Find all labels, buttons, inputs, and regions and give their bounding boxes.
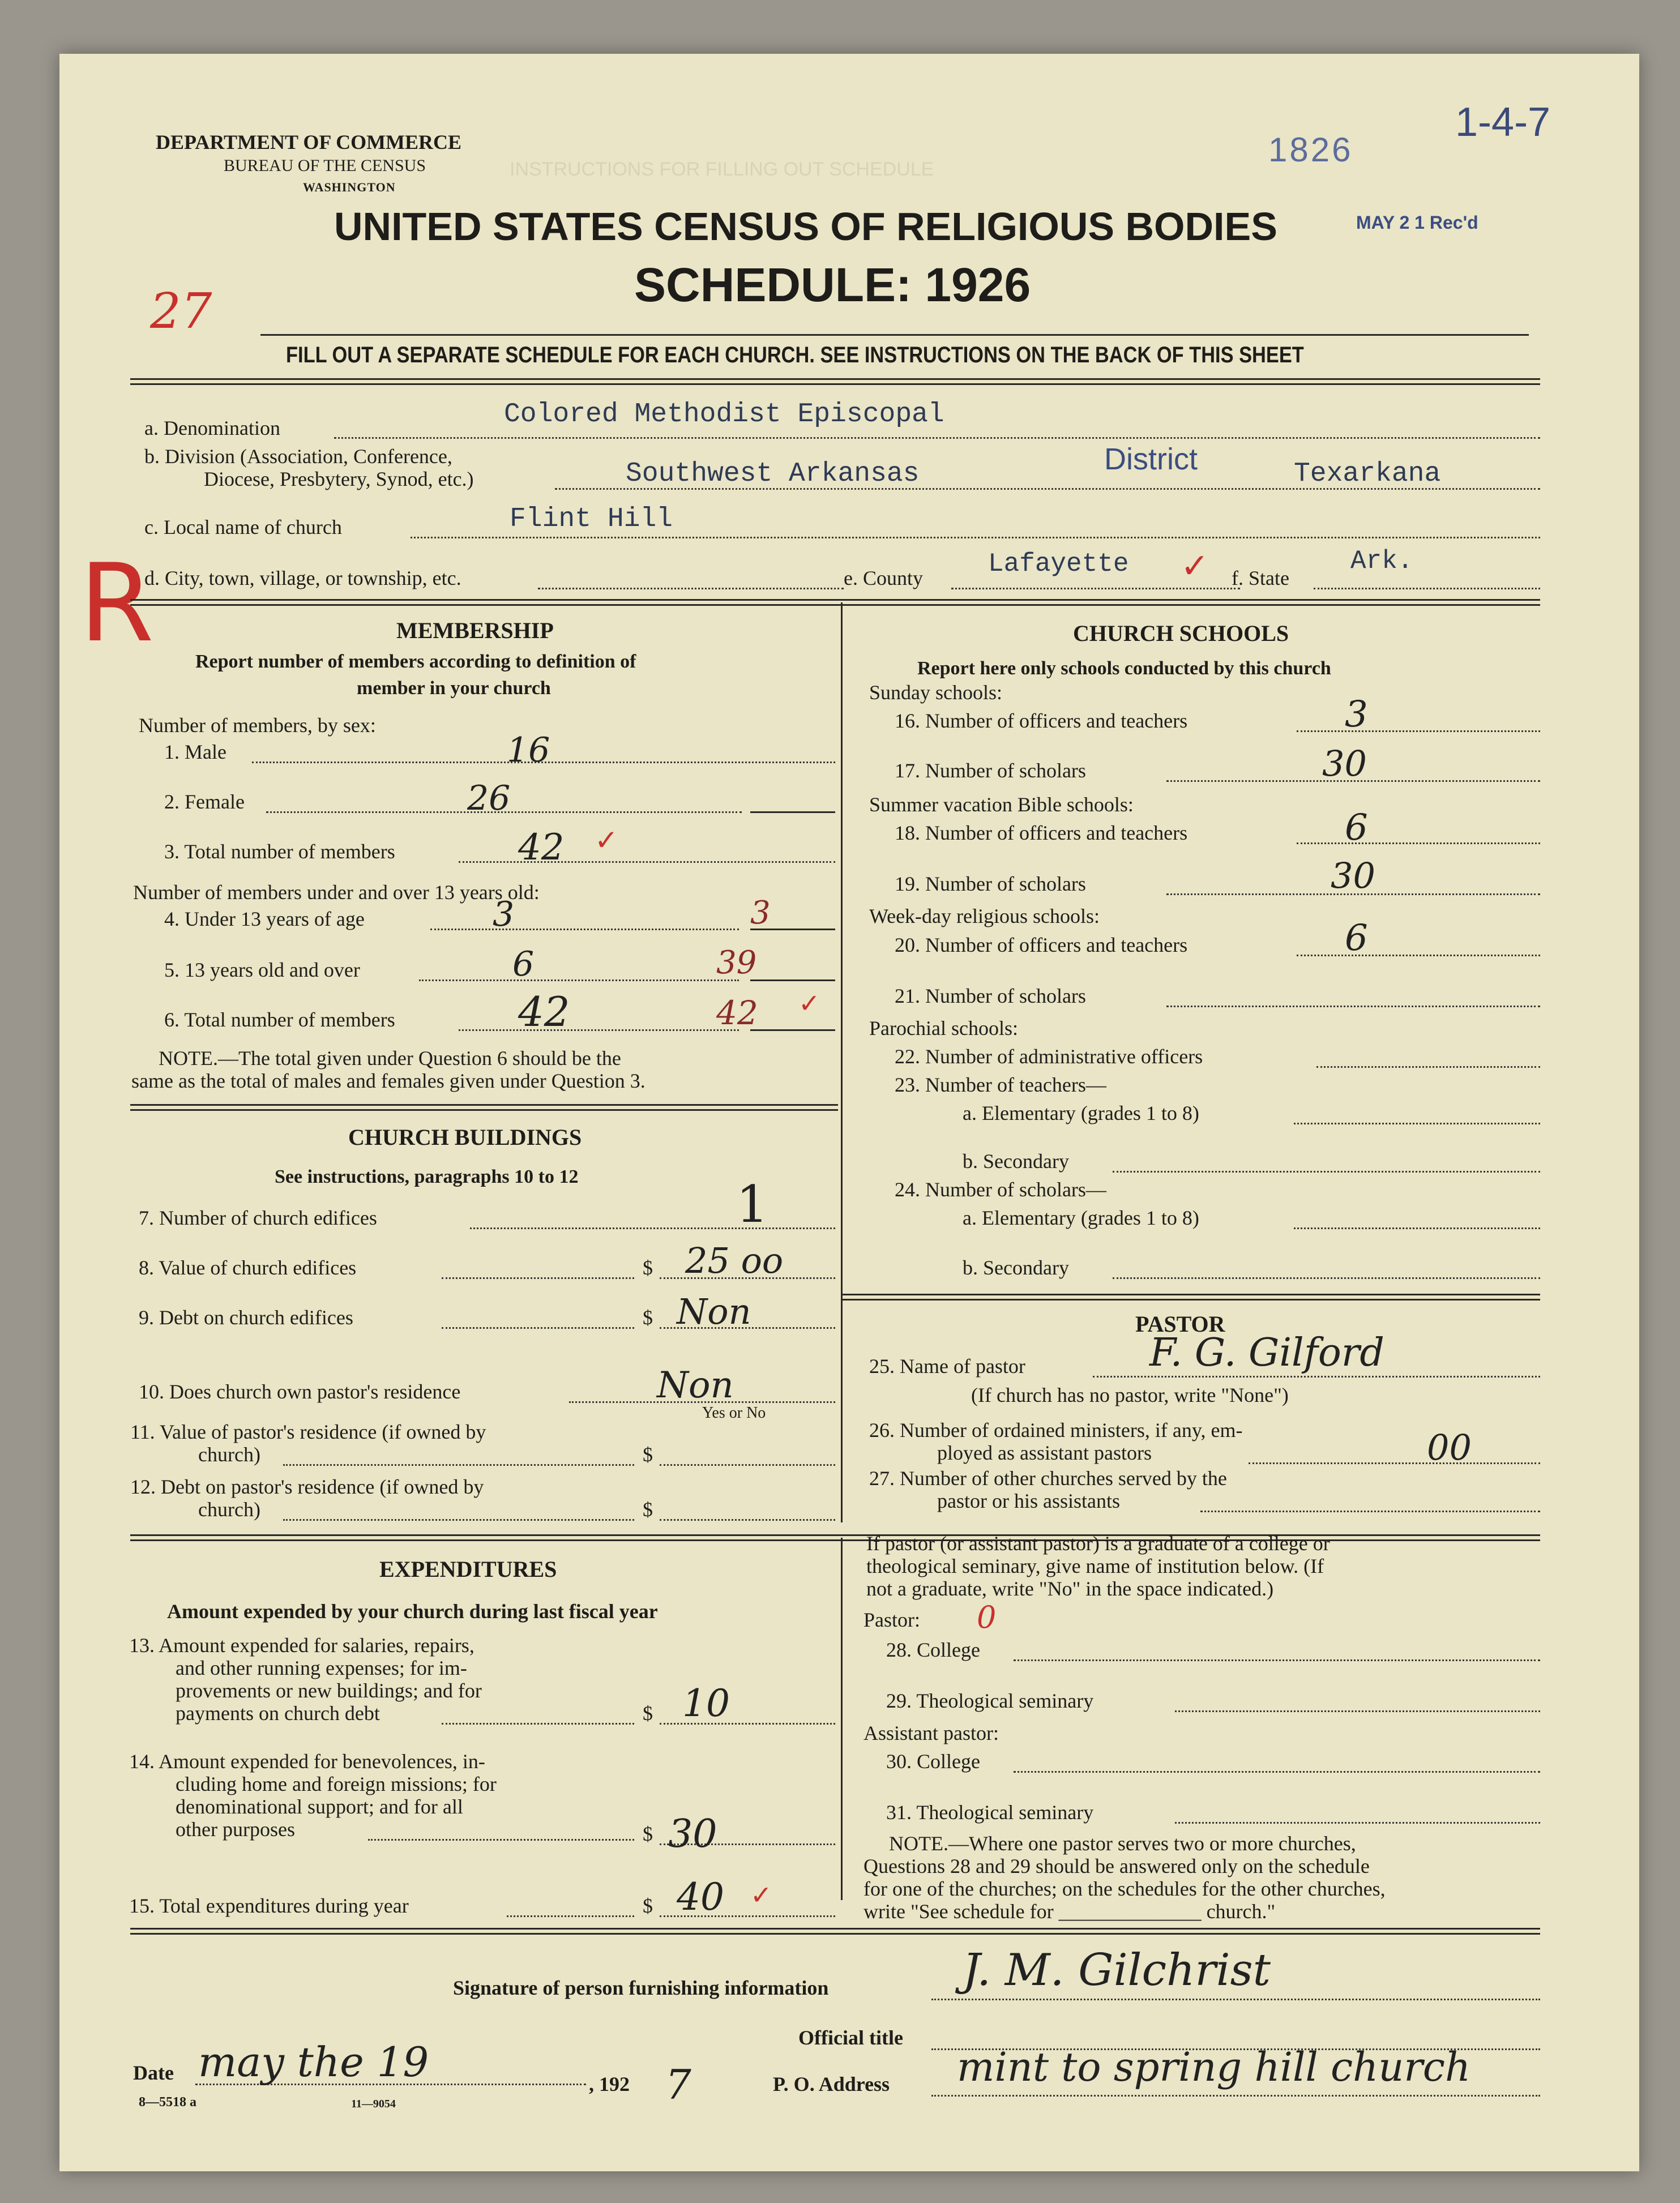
dollar-sign-q8: $ (643, 1256, 653, 1279)
field-q8-value[interactable]: 25 oo (685, 1240, 784, 1281)
label-q31: 31. Theological seminary (886, 1801, 1094, 1824)
label-q27-2: pastor or his assistants (937, 1490, 1120, 1512)
membership-note-2: same as the total of males and females given under Question 3. (131, 1070, 646, 1092)
field-q5-13over[interactable]: 6 (512, 944, 535, 984)
field-po-address[interactable]: mint to spring hill church (957, 2044, 1471, 2090)
field-q17[interactable]: 30 (1322, 743, 1367, 784)
pastor-note-3: for one of the churches; on the schedules for the other churches, (863, 1877, 1386, 1900)
schools-heading: CHURCH SCHOOLS (1073, 621, 1289, 646)
label-q24: 24. Number of scholars— (895, 1178, 1106, 1201)
instruction-banner: FILL OUT A SEPARATE SCHEDULE FOR EACH CHURCH. SEE INSTRUCTIONS ON THE BACK OF THIS SHEET (286, 343, 1304, 367)
field-q6-total-corrected[interactable]: 42 (716, 994, 758, 1032)
label-q14-3: denominational support; and for all (176, 1795, 463, 1818)
year-prefix: , 192 (589, 2073, 630, 2095)
label-city: d. City, town, village, or township, etc. (144, 567, 461, 589)
census-schedule-sheet (59, 54, 1639, 2171)
field-q6-total[interactable]: 42 (518, 988, 570, 1036)
label-q23: 23. Number of teachers— (895, 1073, 1106, 1096)
field-signature[interactable]: J. M. Gilchrist (963, 1945, 1271, 1996)
field-q16[interactable]: 3 (1345, 694, 1368, 735)
label-assistant-pastor: Assistant pastor: (863, 1722, 999, 1744)
grad-instruction-3: not a graduate, write "No" in the space indicated.) (866, 1577, 1274, 1600)
signature-label: Signature of person furnishing information (453, 1977, 829, 1999)
label-division-1: b. Division (Association, Conference, (144, 445, 452, 468)
schedule-year-title: SCHEDULE: 1926 (634, 258, 1031, 311)
label-q6-total: 6. Total number of members (164, 1008, 395, 1031)
label-q11-value-res-2: church) (198, 1443, 260, 1466)
field-q19[interactable]: 30 (1331, 855, 1375, 896)
red-check-mark-icon: ✓ (1181, 547, 1209, 585)
field-q26[interactable]: 00 (1427, 1427, 1472, 1468)
dollar-sign-q9: $ (643, 1306, 653, 1329)
red-check-mark-icon: ✓ (798, 989, 820, 1018)
field-q2-female[interactable]: 26 (467, 778, 511, 818)
label-q14-1: 14. Amount expended for benevolences, in- (129, 1750, 485, 1773)
red-check-mark-icon: ✓ (750, 1881, 772, 1910)
red-check-mark-icon: ✓ (595, 824, 618, 856)
pastor-note-1: NOTE.—Where one pastor serves two or more churches, (889, 1832, 1356, 1855)
official-title-label: Official title (798, 2026, 903, 2049)
buildings-sub: See instructions, paragraphs 10 to 12 (275, 1166, 579, 1187)
label-q28: 28. College (886, 1639, 980, 1661)
label-q12-debt-res-1: 12. Debt on pastor's residence (if owned by (130, 1475, 484, 1498)
label-q13-1: 13. Amount expended for salaries, repairs, (129, 1634, 474, 1657)
label-q1-male: 1. Male (164, 741, 226, 763)
membership-sub-1: Report number of members according to definition of (195, 651, 636, 672)
membership-note-1: NOTE.—The total given under Question 6 should be the (159, 1047, 621, 1070)
label-q21: 21. Number of scholars (895, 985, 1086, 1007)
label-church-name: c. Local name of church (144, 516, 342, 538)
label-q30: 30. College (886, 1750, 980, 1773)
print-number: 11—9054 (351, 2098, 396, 2110)
field-q7-edifices[interactable]: 1 (736, 1175, 769, 1234)
label-q26-2: ployed as assistant pastors (937, 1441, 1152, 1464)
label-pastor: Pastor: (863, 1609, 921, 1631)
washington-line: WASHINGTON (303, 180, 396, 194)
label-q4-under13: 4. Under 13 years of age (164, 908, 365, 930)
field-q5-13over-corrected[interactable]: 39 (716, 944, 757, 981)
label-denomination: a. Denomination (144, 417, 280, 439)
bureau-line: BUREAU OF THE CENSUS (224, 156, 426, 175)
label-q12-debt-res-2: church) (198, 1498, 260, 1521)
date-label: Date (133, 2061, 174, 2084)
label-state: f. State (1232, 567, 1289, 589)
dollar-sign-q15: $ (643, 1894, 653, 1917)
label-q14-4: other purposes (176, 1818, 295, 1841)
label-q5-13over: 5. 13 years old and over (164, 959, 360, 981)
label-parochial: Parochial schools: (869, 1017, 1018, 1040)
field-year[interactable]: 7 (665, 2061, 691, 2108)
dollar-sign-q11: $ (643, 1443, 653, 1466)
field-q14-amount[interactable]: 30 (668, 1812, 717, 1856)
yes-no-hint: Yes or No (702, 1404, 766, 1422)
label-q23b: b. Secondary (963, 1150, 1069, 1173)
field-q4-under13[interactable]: 3 (493, 895, 515, 934)
field-q10-residence[interactable]: Non (657, 1364, 734, 1406)
field-q9-debt[interactable]: Non (677, 1291, 751, 1332)
field-q3-total[interactable]: 42 (518, 827, 565, 869)
stamp-number: 1826 (1268, 131, 1353, 169)
label-q25: 25. Name of pastor (869, 1355, 1025, 1378)
label-q24b: b. Secondary (963, 1256, 1069, 1279)
field-pastor-grad[interactable]: 0 (977, 1599, 997, 1635)
field-division[interactable]: Southwest Arkansas (626, 459, 920, 489)
form-title: UNITED STATES CENSUS OF RELIGIOUS BODIES (334, 204, 1277, 249)
dollar-sign-q13: $ (643, 1702, 653, 1725)
label-q13-2: and other running expenses; for im- (176, 1657, 467, 1679)
field-q13-amount[interactable]: 10 (682, 1682, 730, 1725)
pastor-note-2: Questions 28 and 29 should be answered only on the schedule (863, 1855, 1370, 1877)
label-q15-total: 15. Total expenditures during year (129, 1894, 409, 1917)
field-county[interactable]: Lafayette (988, 549, 1129, 579)
label-q7-edifices: 7. Number of church edifices (139, 1207, 377, 1229)
file-number: 1-4-7 (1455, 100, 1551, 145)
pastor-heading: PASTOR (1135, 1311, 1225, 1337)
label-q16: 16. Number of officers and teachers (895, 709, 1188, 732)
label-q14-2: cluding home and foreign missions; for (176, 1773, 497, 1795)
label-q29: 29. Theological seminary (886, 1689, 1094, 1712)
label-q27-1: 27. Number of other churches served by the (869, 1467, 1227, 1490)
red-tally-number: 27 (150, 283, 212, 340)
field-q18[interactable]: 6 (1345, 807, 1368, 849)
label-q18: 18. Number of officers and teachers (895, 822, 1188, 844)
label-q13-4: payments on church debt (176, 1702, 380, 1725)
field-q15-total[interactable]: 40 (677, 1875, 724, 1919)
label-q9-debt: 9. Debt on church edifices (139, 1306, 353, 1329)
department-line: DEPARTMENT OF COMMERCE (156, 131, 462, 153)
field-church-name[interactable]: Flint Hill (510, 504, 673, 534)
label-by-sex: Number of members, by sex: (139, 714, 376, 737)
label-weekday-schools: Week-day religious schools: (869, 905, 1100, 927)
schools-sub: Report here only schools conducted by this church (917, 658, 1331, 679)
expenditures-heading: EXPENDITURES (379, 1556, 557, 1582)
dollar-sign-q14: $ (643, 1823, 653, 1845)
expenditures-sub: Amount expended by your church during last fiscal year (167, 1600, 658, 1623)
q25-note: (If church has no pastor, write "None") (971, 1384, 1289, 1406)
red-r-mark: R (79, 541, 155, 666)
field-division-stamp: District (1104, 442, 1198, 476)
label-q22: 22. Number of administrative officers (895, 1045, 1203, 1068)
label-q23a: a. Elementary (grades 1 to 8) (963, 1102, 1199, 1124)
label-q10-residence: 10. Does church own pastor's residence (139, 1380, 461, 1403)
label-division-2: Diocese, Presbytery, Synod, etc.) (204, 468, 474, 490)
label-q3-total: 3. Total number of members (164, 840, 395, 863)
field-q20[interactable]: 6 (1345, 917, 1368, 959)
field-q1-male[interactable]: 16 (507, 730, 550, 770)
po-address-label: P. O. Address (773, 2073, 890, 2095)
label-q20: 20. Number of officers and teachers (895, 934, 1188, 956)
dollar-sign-q12: $ (643, 1498, 653, 1521)
field-date[interactable]: may the 19 (198, 2038, 429, 2086)
label-sunday-schools: Sunday schools: (869, 681, 1003, 704)
label-q24a: a. Elementary (grades 1 to 8) (963, 1207, 1199, 1229)
label-q13-3: provements or new buildings; and for (176, 1679, 482, 1702)
field-denomination[interactable]: Colored Methodist Episcopal (504, 399, 944, 430)
label-q17: 17. Number of scholars (895, 759, 1086, 782)
label-county: e. County (844, 567, 923, 589)
grad-instruction-2: theological seminary, give name of institution below. (If (866, 1555, 1324, 1577)
form-number: 8—5518 a (139, 2095, 196, 2110)
buildings-heading: CHURCH BUILDINGS (348, 1124, 582, 1150)
field-division-2[interactable]: Texarkana (1294, 459, 1441, 489)
label-by-age: Number of members under and over 13 years old: (133, 881, 540, 904)
label-summer-schools: Summer vacation Bible schools: (869, 793, 1134, 816)
label-q8-value: 8. Value of church edifices (139, 1256, 357, 1279)
field-q25-pastor-name[interactable]: F. G. Gilford (1149, 1331, 1384, 1375)
received-stamp: MAY 2 1 Rec'd (1356, 212, 1478, 233)
label-q19: 19. Number of scholars (895, 872, 1086, 895)
membership-heading: MEMBERSHIP (396, 618, 554, 643)
pastor-note-4: write "See schedule for ______________ church." (863, 1900, 1276, 1923)
field-q4-under13-corrected[interactable]: 3 (750, 895, 771, 931)
label-q2-female: 2. Female (164, 790, 245, 813)
label-q26-1: 26. Number of ordained ministers, if any, em- (869, 1419, 1243, 1441)
label-q11-value-res-1: 11. Value of pastor's residence (if owned by (130, 1421, 486, 1443)
membership-sub-2: member in your church (357, 678, 551, 699)
field-state[interactable]: Ark. (1350, 546, 1413, 576)
grad-instruction-1: If pastor (or assistant pastor) is a graduate of a college or (866, 1532, 1330, 1555)
bleed-through-text: INSTRUCTIONS FOR FILLING OUT SCHEDULE (510, 159, 934, 180)
